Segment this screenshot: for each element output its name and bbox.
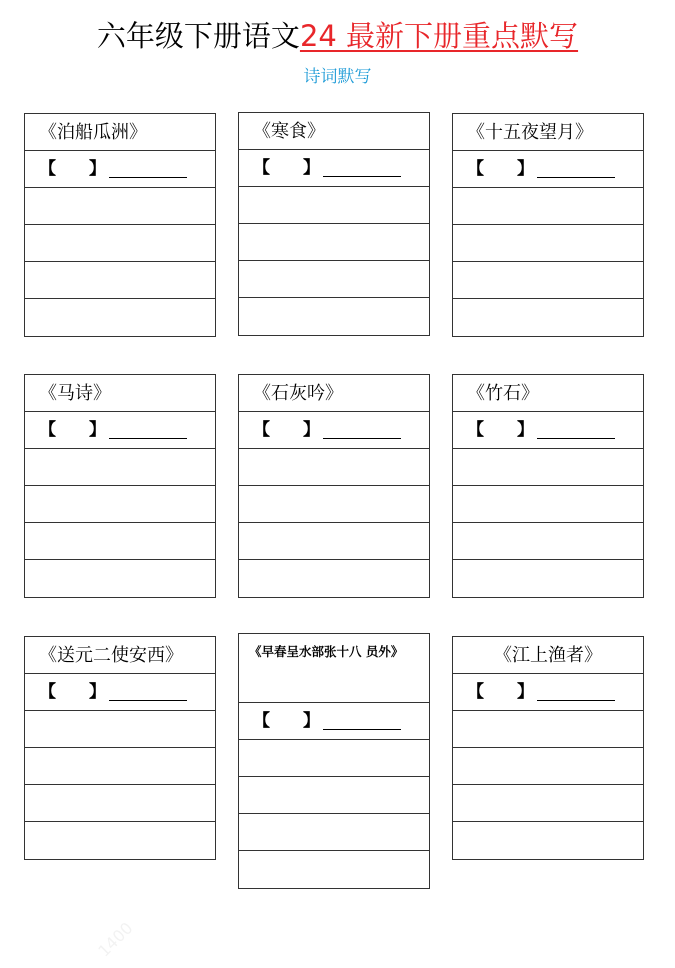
writing-line <box>25 785 215 822</box>
page-header <box>0 14 675 87</box>
writing-line <box>239 224 429 261</box>
poem-card <box>238 633 430 889</box>
watermark: 1400 <box>94 918 137 961</box>
bracket-open: 【 <box>39 420 56 440</box>
writing-line <box>453 560 643 597</box>
poem-title: 《早春呈水部张十八 员外》 <box>239 634 429 703</box>
author-row <box>25 151 215 188</box>
writing-line <box>239 851 429 888</box>
author-blank <box>323 438 401 439</box>
bracket-close: 】 <box>89 420 106 440</box>
title-red: 24 最新下册重点默写 <box>299 19 579 53</box>
author-blank <box>537 177 615 178</box>
author-blank <box>109 177 187 178</box>
writing-line <box>239 740 429 777</box>
poem-title: 《竹石》 <box>453 375 643 412</box>
bracket-open: 【 <box>467 159 484 179</box>
poem-title: 《寒食》 <box>239 113 429 150</box>
bracket-close: 】 <box>517 682 534 702</box>
writing-line <box>25 299 215 336</box>
poem-title: 《石灰吟》 <box>239 375 429 412</box>
writing-line <box>453 748 643 785</box>
poem-title: 《十五夜望月》 <box>453 114 643 151</box>
bracket-close: 】 <box>303 420 320 440</box>
writing-line <box>25 822 215 859</box>
writing-line <box>239 486 429 523</box>
writing-line <box>453 299 643 336</box>
writing-line <box>453 188 643 225</box>
poem-card <box>24 113 216 337</box>
poem-card <box>452 113 644 337</box>
author-row <box>239 703 429 740</box>
bracket-open: 【 <box>39 682 56 702</box>
writing-line <box>25 523 215 560</box>
writing-line <box>453 822 643 859</box>
bracket-open: 【 <box>253 711 270 731</box>
bracket-open: 【 <box>253 420 270 440</box>
writing-line <box>239 261 429 298</box>
writing-line <box>453 486 643 523</box>
writing-line <box>453 711 643 748</box>
bracket-close: 】 <box>89 682 106 702</box>
writing-line <box>453 225 643 262</box>
writing-line <box>239 560 429 597</box>
author-row <box>453 151 643 188</box>
writing-line <box>25 486 215 523</box>
writing-line <box>25 711 215 748</box>
bracket-open: 【 <box>467 682 484 702</box>
poem-card <box>24 374 216 598</box>
writing-line <box>25 449 215 486</box>
poem-card <box>452 636 644 860</box>
title-black: 六年级下册语文 <box>96 19 300 53</box>
writing-line <box>453 449 643 486</box>
poem-card <box>238 374 430 598</box>
writing-line <box>25 560 215 597</box>
author-row <box>25 412 215 449</box>
poem-title: 《送元二使安西》 <box>25 637 215 674</box>
author-blank <box>537 700 615 701</box>
poem-title: 《泊船瓜洲》 <box>25 114 215 151</box>
writing-line <box>239 523 429 560</box>
writing-line <box>25 748 215 785</box>
author-blank <box>537 438 615 439</box>
poem-title: 《江上渔者》 <box>453 637 643 674</box>
author-row <box>239 150 429 187</box>
author-row <box>453 674 643 711</box>
bracket-open: 【 <box>467 420 484 440</box>
page-subtitle: 诗词默写 <box>303 67 372 87</box>
writing-line <box>453 523 643 560</box>
writing-line <box>25 225 215 262</box>
poem-card <box>24 636 216 860</box>
bracket-open: 【 <box>39 159 56 179</box>
author-blank <box>109 438 187 439</box>
author-row <box>25 674 215 711</box>
bracket-close: 】 <box>303 711 320 731</box>
writing-line <box>239 777 429 814</box>
bracket-close: 】 <box>517 420 534 440</box>
author-row <box>453 412 643 449</box>
bracket-close: 】 <box>303 158 320 178</box>
bracket-open: 【 <box>253 158 270 178</box>
poem-card <box>452 374 644 598</box>
writing-line <box>453 262 643 299</box>
author-row <box>239 412 429 449</box>
bracket-close: 】 <box>517 159 534 179</box>
writing-line <box>239 298 429 335</box>
writing-line <box>239 187 429 224</box>
poem-title: 《马诗》 <box>25 375 215 412</box>
writing-line <box>453 785 643 822</box>
poem-card <box>238 112 430 336</box>
writing-line <box>25 188 215 225</box>
author-blank <box>323 176 401 177</box>
page-title <box>0 14 675 58</box>
author-blank <box>109 700 187 701</box>
bracket-close: 】 <box>89 159 106 179</box>
writing-line <box>239 814 429 851</box>
writing-line <box>239 449 429 486</box>
writing-line <box>25 262 215 299</box>
author-blank <box>323 729 401 730</box>
